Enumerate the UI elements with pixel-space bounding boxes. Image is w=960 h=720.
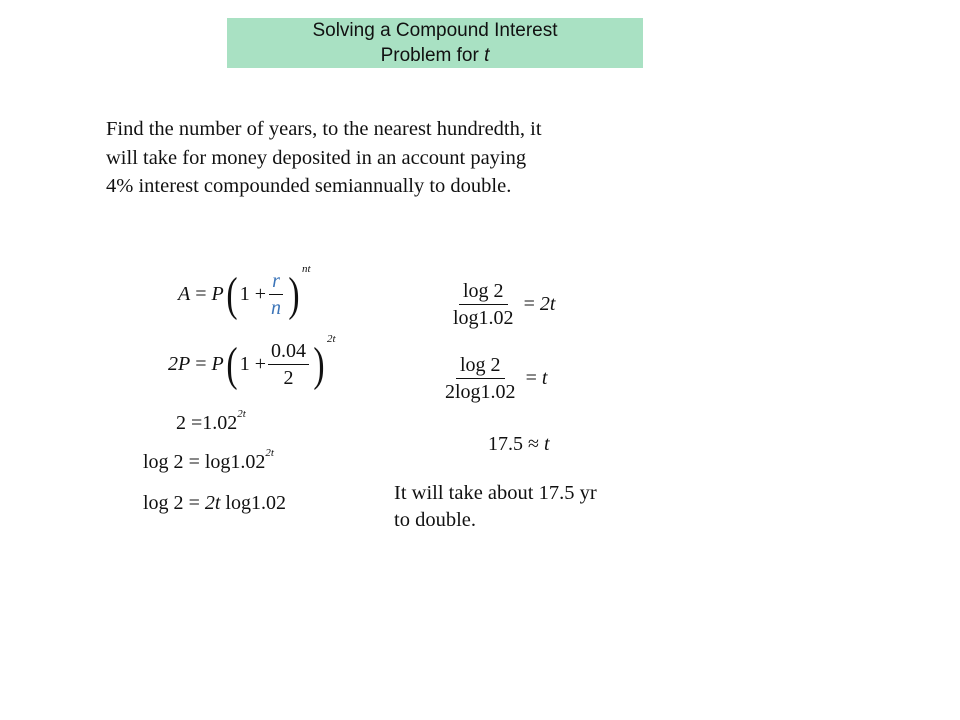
equals-sign: = xyxy=(188,492,200,514)
equation-step-7 xyxy=(440,354,547,403)
problem-line-2: will take for money deposited in an account paying xyxy=(106,146,527,169)
title-banner xyxy=(227,18,643,68)
lhs: log 2 xyxy=(143,451,184,473)
fraction-r-over-n xyxy=(268,270,284,319)
answer-statement xyxy=(394,480,597,534)
var-A: A xyxy=(178,283,191,305)
equation-step-6 xyxy=(448,280,555,329)
rhs: log1.02 xyxy=(225,492,286,514)
title-line-1: Solving a Compound Interest xyxy=(312,20,558,41)
problem-statement xyxy=(106,115,626,201)
lhs: 2 xyxy=(176,412,186,434)
equals-sign: = xyxy=(195,353,207,375)
equation-step-3 xyxy=(176,408,246,435)
title-variable: t xyxy=(484,45,490,66)
equals-sign: = xyxy=(525,367,537,389)
denominator: 2log1.02 xyxy=(445,381,516,403)
one-plus: 1 + xyxy=(239,283,266,305)
numerator: 0.04 xyxy=(268,340,309,365)
equals-sign: = xyxy=(195,283,207,305)
title-line-2: Problem for t xyxy=(380,45,490,66)
denominator: log1.02 xyxy=(453,307,514,329)
lhs-2P: 2P xyxy=(168,353,191,375)
exponent-2t: 2t xyxy=(326,332,336,345)
numerator: log 2 xyxy=(459,280,508,305)
rhs: t xyxy=(541,367,548,389)
approx-sign: ≈ xyxy=(528,433,539,455)
exponent-nt: nt xyxy=(301,262,311,275)
equals-sign: = xyxy=(523,293,535,315)
equation-step-5 xyxy=(143,492,286,515)
problem-line-1: Find the number of years, to the nearest hundredth, it xyxy=(106,118,542,140)
equation-step-8 xyxy=(488,433,550,456)
equals-sign: = xyxy=(188,451,200,473)
problem-line-3: 4% interest compounded semiannually to double. xyxy=(106,175,512,197)
var-r: r xyxy=(269,270,283,295)
fraction-rate-over-periods xyxy=(268,340,309,389)
equals-sign: = xyxy=(191,412,203,434)
answer-line-1: It will take about 17.5 yr xyxy=(394,482,597,504)
rhs: 2t xyxy=(539,293,556,315)
var-P: P xyxy=(211,283,224,305)
left-paren: ( xyxy=(226,267,238,321)
right-paren: ) xyxy=(313,337,325,391)
coefficient: 2t xyxy=(204,492,221,514)
rhs: t xyxy=(543,433,550,455)
exponent: 2t xyxy=(237,408,246,420)
right-paren: ) xyxy=(288,267,300,321)
formula-substituted xyxy=(168,332,336,391)
denominator: 2 xyxy=(283,367,294,389)
answer-line-2: to double. xyxy=(394,509,476,531)
equation-step-4 xyxy=(143,447,274,474)
fraction xyxy=(450,280,517,329)
base: 1.02 xyxy=(202,412,238,434)
exponent: 2t xyxy=(265,447,274,459)
fraction xyxy=(442,354,519,403)
one-plus: 1 + xyxy=(239,353,266,375)
numerator: log 2 xyxy=(456,354,505,379)
var-n: n xyxy=(270,297,281,319)
lhs: 17.5 xyxy=(488,433,523,455)
lhs: log 2 xyxy=(143,492,184,514)
var-P: P xyxy=(211,353,224,375)
rhs: log1.02 xyxy=(204,451,266,473)
formula-compound-interest xyxy=(178,262,311,321)
left-paren: ( xyxy=(226,337,238,391)
